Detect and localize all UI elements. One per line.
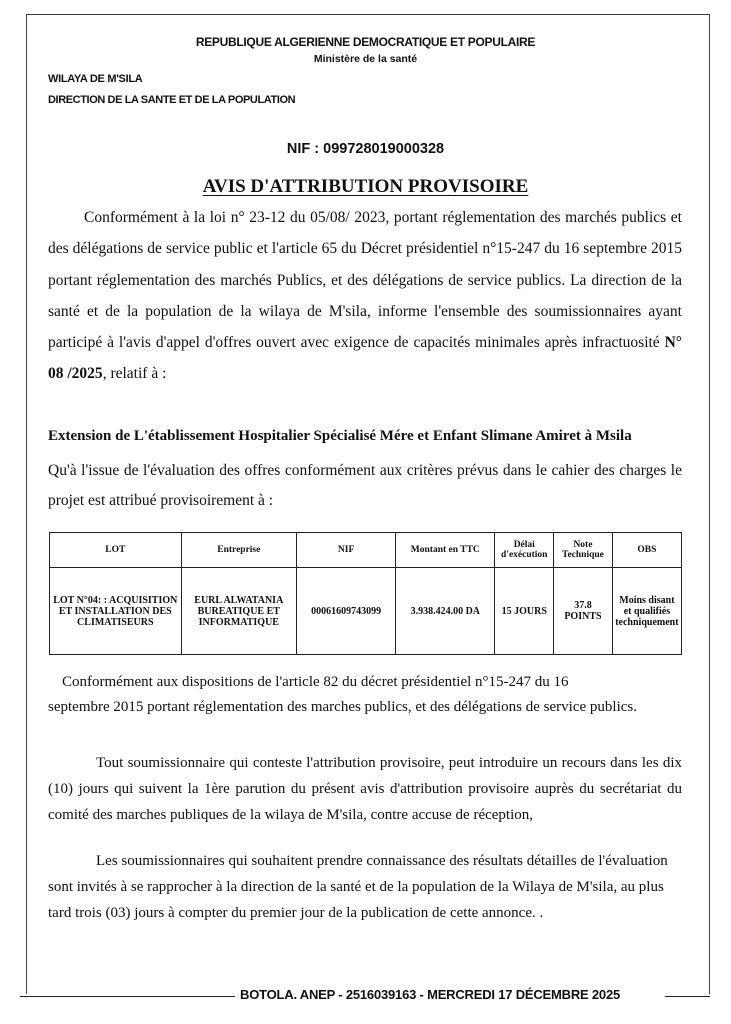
- article82-paragraph: [48, 670, 682, 720]
- frame-right-border: [709, 14, 710, 994]
- header-delai: Délai d'exécution: [495, 533, 554, 568]
- table-header-row: [50, 533, 682, 568]
- cell-obs: Moins disant et qualifiés techniquement: [612, 568, 681, 655]
- cell-note: 37.8 POINTS: [554, 568, 613, 655]
- cell-lot: LOT N°04: : ACQUISITION ET INSTALLATION DES CLIMATISEURS: [50, 568, 182, 655]
- evaluation-paragraph: Qu'à l'issue de l'évaluation des offres conformément aux critères prévus dans le cahier des charges le projet est attribué provisoirement à :: [48, 462, 682, 509]
- cell-nif: 00061609743099: [296, 568, 395, 655]
- wilaya-heading: WILAYA DE M'SILA: [48, 73, 143, 85]
- cell-delai: 15 JOURS: [495, 568, 554, 655]
- project-title: Extension de L'établissement Hospitalier Spécialisé Mére et Enfant Slimane Amiret à Msila: [48, 428, 632, 444]
- resultats-paragraph: Les soumissionnaires qui souhaitent prendre connaissance des résultats détailles de l'évaluation sont invités à se rapprocher à la direction de la santé et de la population de la Wilaya de M'sila, au plus tard trois (03) jours à compter du premier jour de la publication de cette annonce. .: [48, 853, 668, 921]
- footer-rule-right: [665, 996, 710, 997]
- table-row: [50, 568, 682, 655]
- intro-text-end: , relatif à :: [102, 365, 167, 383]
- frame-top-border: [26, 14, 710, 15]
- header-entreprise: Entreprise: [181, 533, 296, 568]
- footer-rule-left: [20, 996, 235, 997]
- footer-publication: BOTOLA. ANEP - 2516039163 - MERCREDI 17 DÉCEMBRE 2025: [240, 987, 621, 1002]
- article82-first-line: Conformément aux dispositions de l'article 82 du décret présidentiel n°15-247 du 16: [62, 674, 569, 690]
- header-nif: NIF: [296, 533, 395, 568]
- intro-paragraph: [48, 202, 682, 390]
- attribution-table: [49, 532, 682, 655]
- header-montant: Montant en TTC: [396, 533, 495, 568]
- page-title: AVIS D'ATTRIBUTION PROVISOIRE: [202, 176, 529, 197]
- republic-heading: REPUBLIQUE ALGERIENNE DEMOCRATIQUE ET POPULAIRE: [195, 35, 536, 49]
- ministry-heading: Ministère de la santé: [313, 53, 418, 65]
- header-lot: LOT: [50, 533, 182, 568]
- recours-paragraph: Tout soumissionnaire qui conteste l'attribution provisoire, peut introduire un recours dans les dix (10) jours qui suivent la 1ère parution du présent avis d'attribution provisoire auprès du secrétariat du comité des marches publiques de la wilaya de M'sila, contre accuse de réception,: [48, 755, 682, 823]
- nif-number: NIF : 099728019000328: [286, 141, 445, 157]
- direction-heading: DIRECTION DE LA SANTE ET DE LA POPULATION: [48, 94, 296, 106]
- intro-text: Conformément à la loi n° 23-12 du 05/08/ 2023, portant réglementation des marchés publics et des délégations de service public et l'article 65 du Décret présidentiel n°15-247 du 16 septembre 2015 portant réglementation des marchés Publics, et des délégations de service publics. La direction de la santé et de la population de la wilaya de M'sila, informe l'ensemble des soumissionnaires ayant participé à l'avis d'appel d'offres ouvert avec exigence de capacités minimales après infractuosité: [48, 209, 682, 352]
- cell-entreprise: EURL ALWATANIA BUREATIQUE ET INFORMATIQUE: [181, 568, 296, 655]
- header-note: Note Technique: [554, 533, 613, 568]
- article82-rest: septembre 2015 portant réglementation des marches publics, et des délégations de service publics.: [48, 699, 637, 715]
- frame-left-border: [26, 14, 27, 994]
- header-obs: OBS: [612, 533, 681, 568]
- avis-number: N° 08 /2025: [48, 334, 682, 383]
- cell-montant: 3.938.424.00 DA: [396, 568, 495, 655]
